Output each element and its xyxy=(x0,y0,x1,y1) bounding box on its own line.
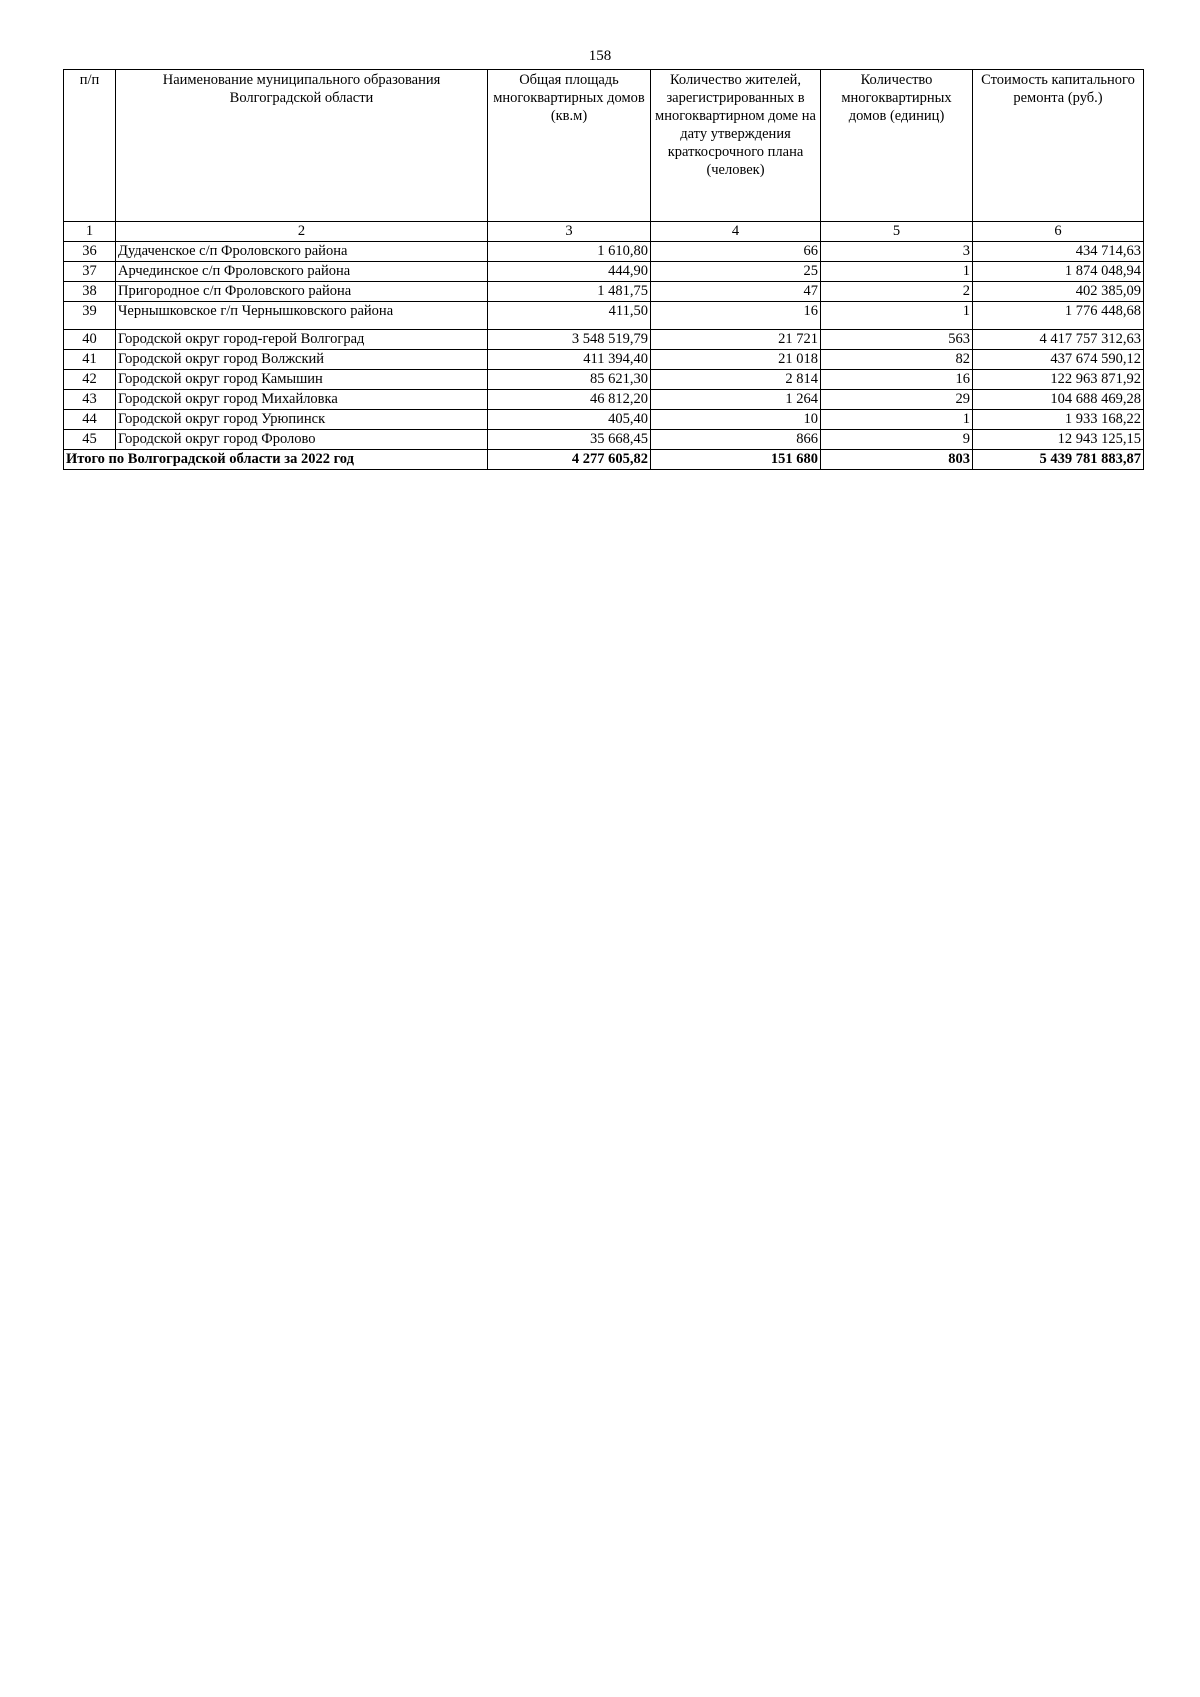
row-residents: 866 xyxy=(651,430,821,450)
row-cost: 4 417 757 312,63 xyxy=(973,330,1144,350)
row-houses: 3 xyxy=(821,242,973,262)
table-header-row xyxy=(64,70,1144,222)
header-area: Общая площадь многоквартирных домов (кв.м) xyxy=(488,70,651,222)
table-row xyxy=(64,282,1144,302)
row-area: 1 481,75 xyxy=(488,282,651,302)
column-number-row xyxy=(64,222,1144,242)
row-area: 405,40 xyxy=(488,410,651,430)
row-residents: 21 018 xyxy=(651,350,821,370)
table-row xyxy=(64,302,1144,330)
row-index: 45 xyxy=(64,430,116,450)
column-number: 1 xyxy=(64,222,116,242)
row-houses: 1 xyxy=(821,302,973,330)
row-municipality: Городской округ город Михайловка xyxy=(116,390,488,410)
row-houses: 29 xyxy=(821,390,973,410)
total-cost: 5 439 781 883,87 xyxy=(973,450,1144,470)
row-houses: 1 xyxy=(821,410,973,430)
row-municipality: Городской округ город Камышин xyxy=(116,370,488,390)
row-area: 3 548 519,79 xyxy=(488,330,651,350)
row-residents: 25 xyxy=(651,262,821,282)
row-index: 43 xyxy=(64,390,116,410)
row-municipality: Арчединское с/п Фроловского района xyxy=(116,262,488,282)
row-residents: 21 721 xyxy=(651,330,821,350)
row-houses: 16 xyxy=(821,370,973,390)
row-residents: 10 xyxy=(651,410,821,430)
row-index: 42 xyxy=(64,370,116,390)
capital-repair-table xyxy=(63,69,1144,470)
row-cost: 437 674 590,12 xyxy=(973,350,1144,370)
row-residents: 16 xyxy=(651,302,821,330)
row-houses: 82 xyxy=(821,350,973,370)
row-residents: 1 264 xyxy=(651,390,821,410)
row-houses: 563 xyxy=(821,330,973,350)
header-cost: Стоимость капитального ремонта (руб.) xyxy=(973,70,1144,222)
column-number: 5 xyxy=(821,222,973,242)
column-number: 4 xyxy=(651,222,821,242)
row-area: 85 621,30 xyxy=(488,370,651,390)
row-residents: 2 814 xyxy=(651,370,821,390)
row-houses: 2 xyxy=(821,282,973,302)
total-houses: 803 xyxy=(821,450,973,470)
total-area: 4 277 605,82 xyxy=(488,450,651,470)
row-index: 41 xyxy=(64,350,116,370)
row-index: 37 xyxy=(64,262,116,282)
row-index: 36 xyxy=(64,242,116,262)
row-cost: 1 874 048,94 xyxy=(973,262,1144,282)
row-area: 1 610,80 xyxy=(488,242,651,262)
row-cost: 1 776 448,68 xyxy=(973,302,1144,330)
row-area: 46 812,20 xyxy=(488,390,651,410)
row-municipality: Городской округ город Волжский xyxy=(116,350,488,370)
row-residents: 66 xyxy=(651,242,821,262)
row-cost: 12 943 125,15 xyxy=(973,430,1144,450)
row-municipality: Дудаченское с/п Фроловского района xyxy=(116,242,488,262)
row-index: 39 xyxy=(64,302,116,330)
table-row xyxy=(64,370,1144,390)
row-index: 40 xyxy=(64,330,116,350)
table-row xyxy=(64,430,1144,450)
column-number: 6 xyxy=(973,222,1144,242)
row-municipality: Городской округ город-герой Волгоград xyxy=(116,330,488,350)
row-index: 44 xyxy=(64,410,116,430)
row-cost: 1 933 168,22 xyxy=(973,410,1144,430)
row-cost: 402 385,09 xyxy=(973,282,1144,302)
row-area: 35 668,45 xyxy=(488,430,651,450)
row-municipality: Городской округ город Фролово xyxy=(116,430,488,450)
row-area: 444,90 xyxy=(488,262,651,282)
row-residents: 47 xyxy=(651,282,821,302)
row-cost: 434 714,63 xyxy=(973,242,1144,262)
column-number: 2 xyxy=(116,222,488,242)
table-row xyxy=(64,242,1144,262)
total-residents: 151 680 xyxy=(651,450,821,470)
header-index: п/п xyxy=(64,70,116,222)
row-cost: 104 688 469,28 xyxy=(973,390,1144,410)
row-houses: 1 xyxy=(821,262,973,282)
row-cost: 122 963 871,92 xyxy=(973,370,1144,390)
row-index: 38 xyxy=(64,282,116,302)
total-label: Итого по Волгоградской области за 2022 год xyxy=(64,450,488,470)
page-number: 158 xyxy=(588,48,612,64)
row-area: 411 394,40 xyxy=(488,350,651,370)
table-row xyxy=(64,262,1144,282)
row-municipality: Чернышковское г/п Чернышковского района xyxy=(116,302,488,330)
row-municipality: Городской округ город Урюпинск xyxy=(116,410,488,430)
total-row xyxy=(64,450,1144,470)
column-number: 3 xyxy=(488,222,651,242)
row-municipality: Пригородное с/п Фроловского района xyxy=(116,282,488,302)
table-row xyxy=(64,410,1144,430)
table-row xyxy=(64,350,1144,370)
row-houses: 9 xyxy=(821,430,973,450)
row-area: 411,50 xyxy=(488,302,651,330)
header-municipality: Наименование муниципального образования Волгоградской области xyxy=(116,70,488,222)
table-row xyxy=(64,330,1144,350)
header-residents: Количество жителей, зарегистрированных в многоквартирном доме на дату утверждения краткосрочного плана (человек) xyxy=(651,70,821,222)
table-row xyxy=(64,390,1144,410)
header-houses: Количество многоквартирных домов (единиц) xyxy=(821,70,973,222)
